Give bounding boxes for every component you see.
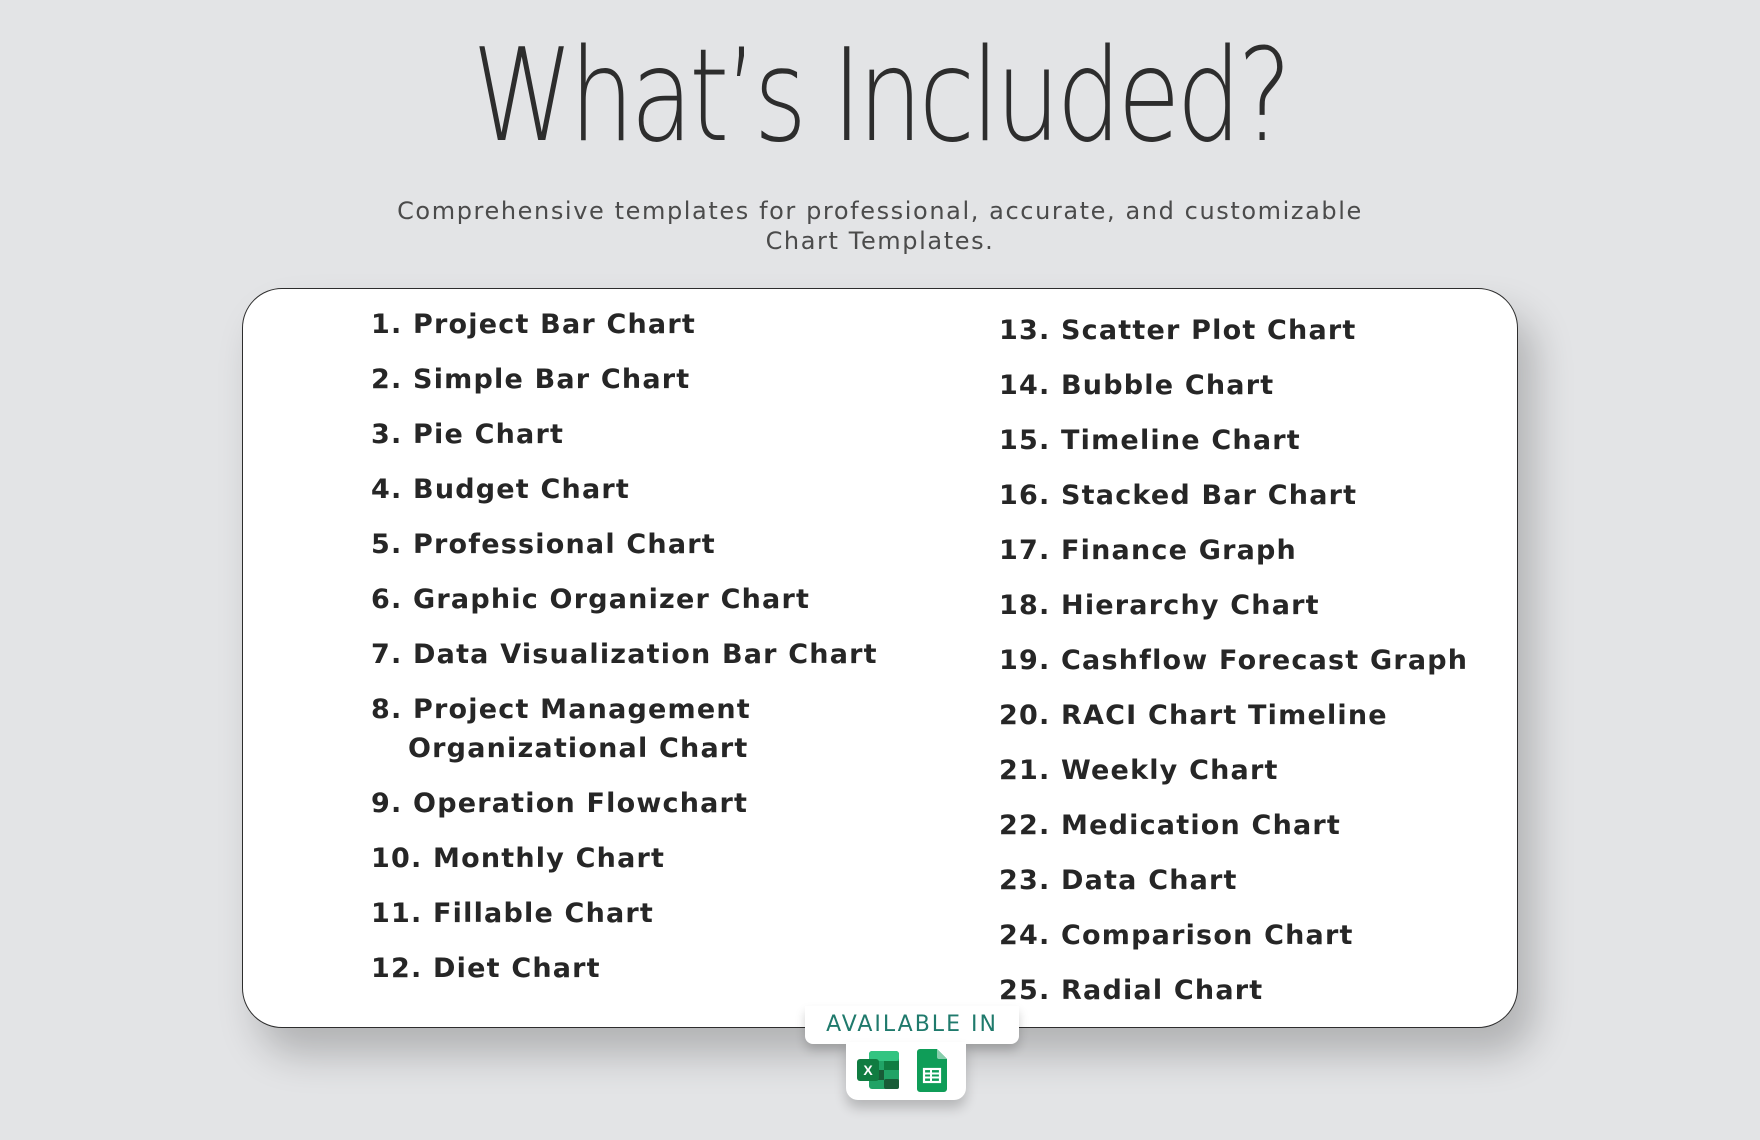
subtitle-line-1: Comprehensive templates for professional, accurate, and customizable bbox=[397, 197, 1363, 225]
page-subtitle bbox=[380, 196, 1380, 256]
list-item bbox=[371, 690, 878, 768]
svg-text:X: X bbox=[863, 1062, 873, 1078]
excel-icon bbox=[855, 1048, 901, 1092]
list-item: 23. Data Chart bbox=[999, 865, 1238, 896]
list-item: 3. Pie Chart bbox=[371, 419, 565, 450]
list-item: 12. Diet Chart bbox=[371, 953, 601, 984]
list-item: 25. Radial Chart bbox=[999, 975, 1264, 1006]
list-item-line-1: 8. Project Management bbox=[371, 694, 751, 725]
list-item: 22. Medication Chart bbox=[999, 810, 1342, 841]
list-item: 17. Finance Graph bbox=[999, 535, 1297, 566]
list-item: 16. Stacked Bar Chart bbox=[999, 480, 1358, 511]
list-item: 1. Project Bar Chart bbox=[371, 309, 696, 340]
list-item: 15. Timeline Chart bbox=[999, 425, 1301, 456]
list-item: 11. Fillable Chart bbox=[371, 898, 655, 929]
list-item: 19. Cashflow Forecast Graph bbox=[999, 645, 1469, 676]
list-item: 18. Hierarchy Chart bbox=[999, 590, 1320, 621]
google-sheets-icon bbox=[914, 1048, 950, 1094]
list-item: 10. Monthly Chart bbox=[371, 843, 666, 874]
list-item: 9. Operation Flowchart bbox=[371, 788, 749, 819]
list-item: 24. Comparison Chart bbox=[999, 920, 1354, 951]
page-title: What’s Included? bbox=[472, 22, 1288, 171]
list-item: 14. Bubble Chart bbox=[999, 370, 1275, 401]
list-item: 13. Scatter Plot Chart bbox=[999, 315, 1357, 346]
right-column-list bbox=[999, 311, 1468, 1026]
list-item-line-2: Organizational Chart bbox=[408, 733, 749, 764]
available-in-label: AVAILABLE IN bbox=[805, 1006, 1019, 1044]
list-item: 7. Data Visualization Bar Chart bbox=[371, 639, 878, 670]
available-apps-panel bbox=[846, 1042, 966, 1100]
list-item: 20. RACI Chart Timeline bbox=[999, 700, 1388, 731]
list-item: 21. Weekly Chart bbox=[999, 755, 1279, 786]
left-column-list bbox=[371, 305, 878, 1004]
list-item: 5. Professional Chart bbox=[371, 529, 716, 560]
list-item: 4. Budget Chart bbox=[371, 474, 630, 505]
subtitle-line-2: Chart Templates. bbox=[765, 227, 995, 255]
list-item: 6. Graphic Organizer Chart bbox=[371, 584, 811, 615]
list-item: 2. Simple Bar Chart bbox=[371, 364, 691, 395]
included-list-card bbox=[242, 288, 1518, 1028]
